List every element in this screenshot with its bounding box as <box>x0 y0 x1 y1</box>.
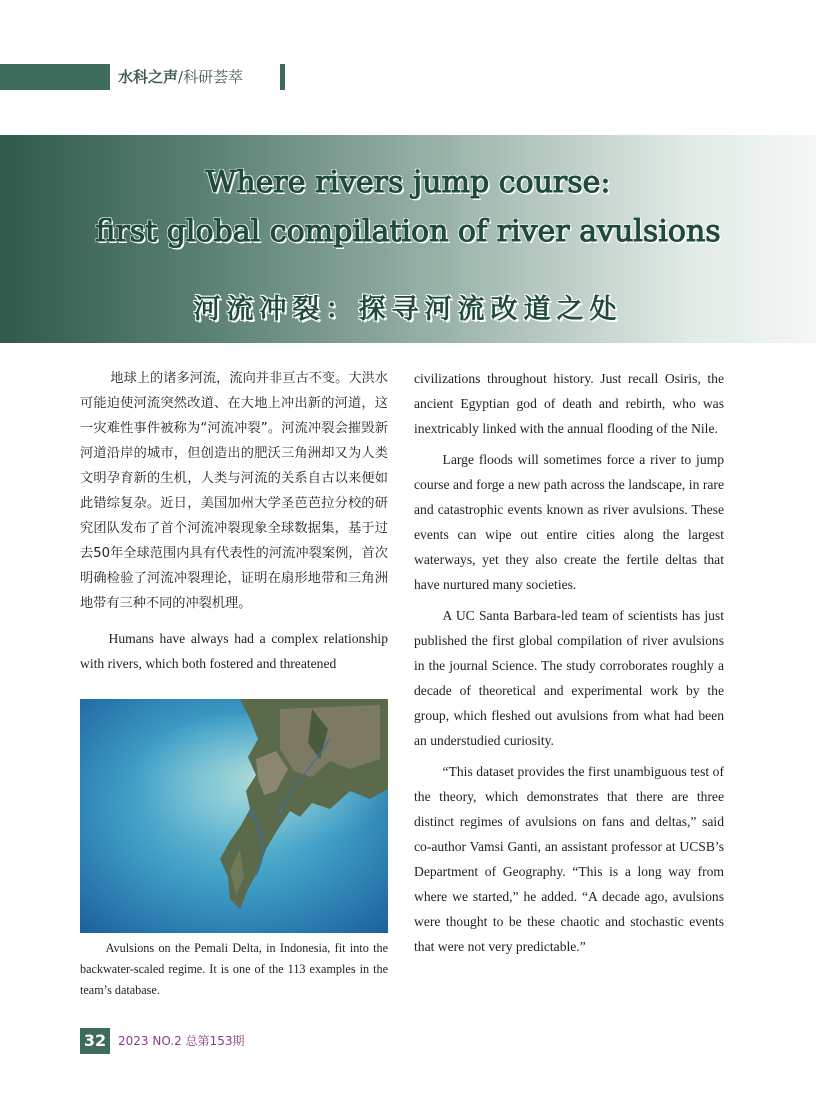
issue-label: 2023 NO.2 总第153期 <box>118 1034 245 1048</box>
page-number: 32 <box>80 1028 110 1054</box>
delta-satellite-image <box>80 699 388 933</box>
right-column <box>414 366 724 959</box>
left-column <box>80 366 388 676</box>
article-title-cn: 河流冲裂：探寻河流改道之处 <box>193 294 623 325</box>
body-paragraph-floods: Large floods will sometimes force a river to jump course and forge a new path across the landscape, in rare and catastrophic events known as river avulsions. These events can wipe out entire cities along the largest waterways, yet they also create the fertile deltas that have nurtured many societies. <box>414 452 724 592</box>
body-paragraph-team: A UC Santa Barbara-led team of scientists has just published the first global compilation of river avulsions in the journal Science. The study corroborates roughly a decade of theoretical and experimental work by the group, which fleshed out avulsions from what had been an understudied curiosity. <box>414 608 724 748</box>
body-paragraph-continued: civilizations throughout history. Just recall Osiris, the ancient Egyptian god of death and rebirth, who was inextricably linked with the annual flooding of the Nile. <box>414 371 724 436</box>
body-paragraph-intro: Humans have always had a complex relationship with rivers, which both fostered and threatened <box>80 631 388 671</box>
article-title-en-line2: first global compilation of river avulsions <box>95 214 721 249</box>
section-name: 水科之声 <box>118 68 179 86</box>
subsection-name: /科研荟萃 <box>178 68 244 86</box>
header-divider-bar <box>280 64 285 90</box>
section-label <box>118 64 243 90</box>
chinese-summary-paragraph: 地球上的诸多河流，流向并非亘古不变。大洪水可能迫使河流突然改道、在大地上冲出新的河道，这一灾难性事件被称为“河流冲裂”。河流冲裂会摧毁新河道沿岸的城市，但创造出的肥沃三角洲却又为人类文明孕育新的生机，人类与河流的关系自古以来便如此错综复杂。近日，美国加州大学圣芭芭拉分校的研究团队发布了首个河流冲裂现象全球数据集，基于过去50年全球范围内具有代表性的河流冲裂案例，首次明确检验了河流冲裂理论，证明在扇形地带和三角洲地带有三种不同的冲裂机理。 <box>80 371 388 611</box>
header-accent-block <box>0 64 110 90</box>
body-paragraph-quote: “This dataset provides the first unambiguous test of the theory, which demonstrates that there are three distinct regimes of avulsions on fans and deltas,” said co-author Vamsi Ganti, an assistant professor at UCSB’s Department of Geography. “This is a long way from where we started,” he added. “A decade ago, avulsions were thought to be these chaotic and stochastic events that were not very predictable.” <box>414 764 724 954</box>
delta-image-graphic <box>80 699 388 933</box>
figure-caption: Avulsions on the Pemali Delta, in Indonesia, fit into the backwater-scaled regime. It is one of the 113 examples in the team’s database. <box>80 941 388 997</box>
article-title-en-line1: Where rivers jump course: <box>205 165 611 200</box>
